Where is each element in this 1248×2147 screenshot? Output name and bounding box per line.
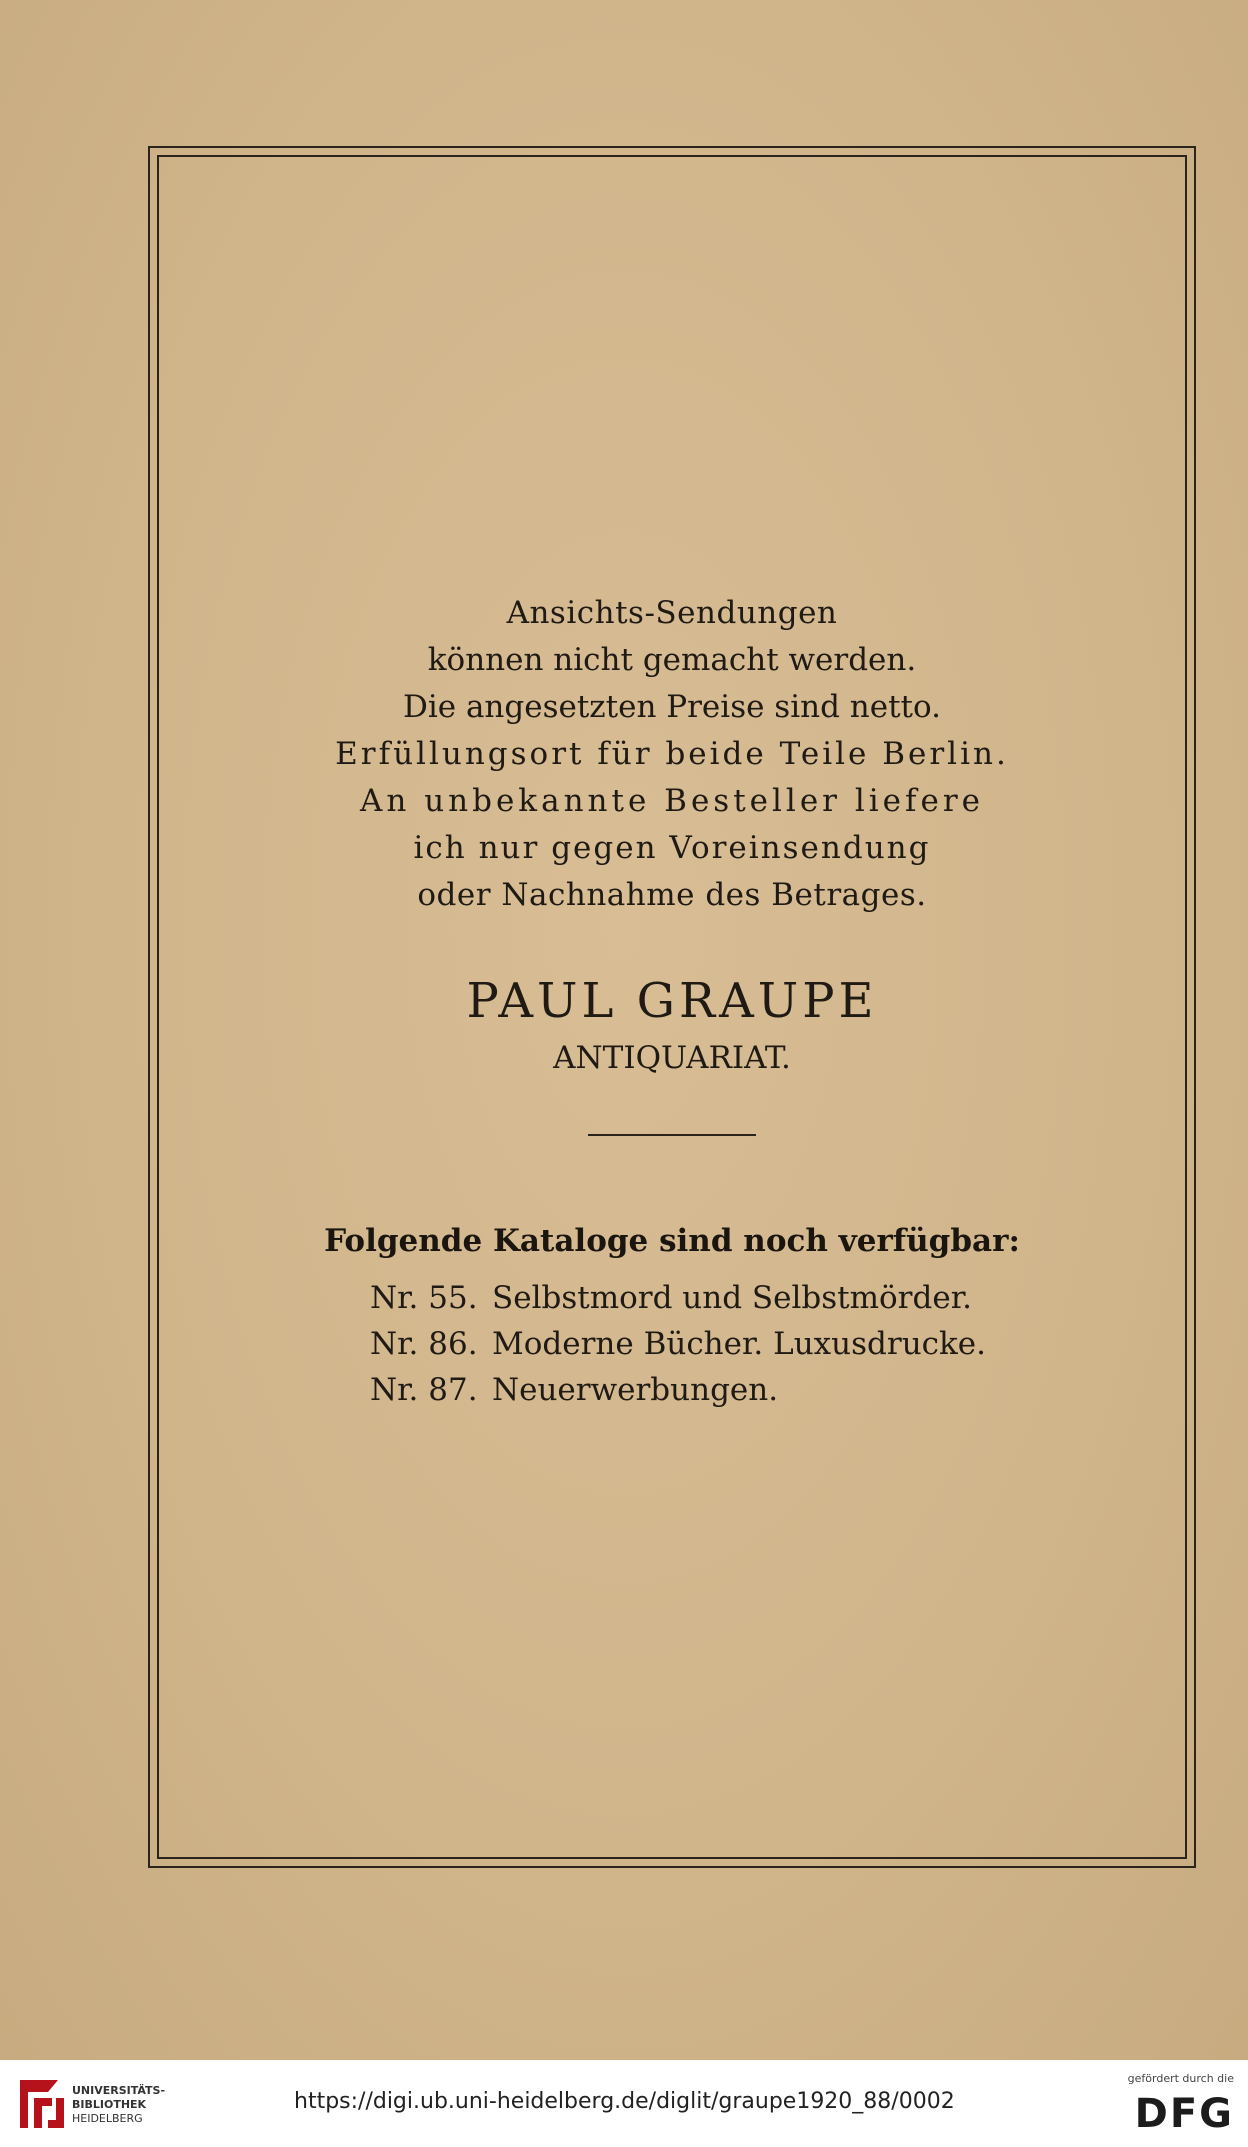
catalog-item-title: Selbstmord und Selbstmörder. xyxy=(492,1280,972,1316)
catalog-list xyxy=(370,1275,1070,1413)
catalog-item-title: Moderne Bücher. Luxusdrucke. xyxy=(492,1326,987,1362)
catalog-item-number: Nr. 86. xyxy=(370,1326,478,1362)
catalog-item-number: Nr. 87. xyxy=(370,1372,478,1408)
terms-line: können nicht gemacht werden. xyxy=(427,642,917,678)
permalink-url[interactable]: https://digi.ub.uni-heidelberg.de/diglit/graupe1920_88/0002 xyxy=(294,2089,955,2114)
funding-caption: gefördert durch die xyxy=(1127,2072,1234,2085)
library-line: HEIDELBERG xyxy=(72,2112,143,2125)
catalog-heading: Folgende Kataloge sind noch verfügbar: xyxy=(324,1223,1020,1259)
brand-name: PAUL GRAUPE xyxy=(466,973,878,1029)
ub-heidelberg-logo-icon[interactable] xyxy=(12,2072,72,2136)
catalog-item xyxy=(370,1367,1070,1413)
viewer-footer xyxy=(0,2060,1248,2147)
catalog-item xyxy=(370,1321,1070,1367)
terms-line: Die angesetzten Preise sind netto. xyxy=(402,689,941,725)
dfg-logo-icon[interactable]: DFG xyxy=(1134,2091,1234,2137)
brand-subtitle: ANTIQUARIAT. xyxy=(553,1040,791,1076)
library-line: BIBLIOTHEK xyxy=(72,2098,147,2111)
library-line: UNIVERSITÄTS- xyxy=(72,2084,166,2097)
terms-line: Erfüllungsort für beide Teile Berlin. xyxy=(335,736,1009,772)
catalog-item-number: Nr. 55. xyxy=(370,1280,478,1316)
terms-block xyxy=(157,590,1187,919)
terms-line: An unbekannte Besteller liefere xyxy=(359,783,985,819)
library-name xyxy=(72,2084,165,2126)
terms-line: oder Nachnahme des Betrages. xyxy=(417,877,927,913)
catalog-item-title: Neuerwerbungen. xyxy=(492,1372,779,1408)
terms-line: ich nur gegen Voreinsendung xyxy=(413,830,931,866)
divider-rule xyxy=(588,1134,756,1136)
catalog-item xyxy=(370,1275,1070,1321)
terms-line: Ansichts-Sendungen xyxy=(506,595,838,631)
